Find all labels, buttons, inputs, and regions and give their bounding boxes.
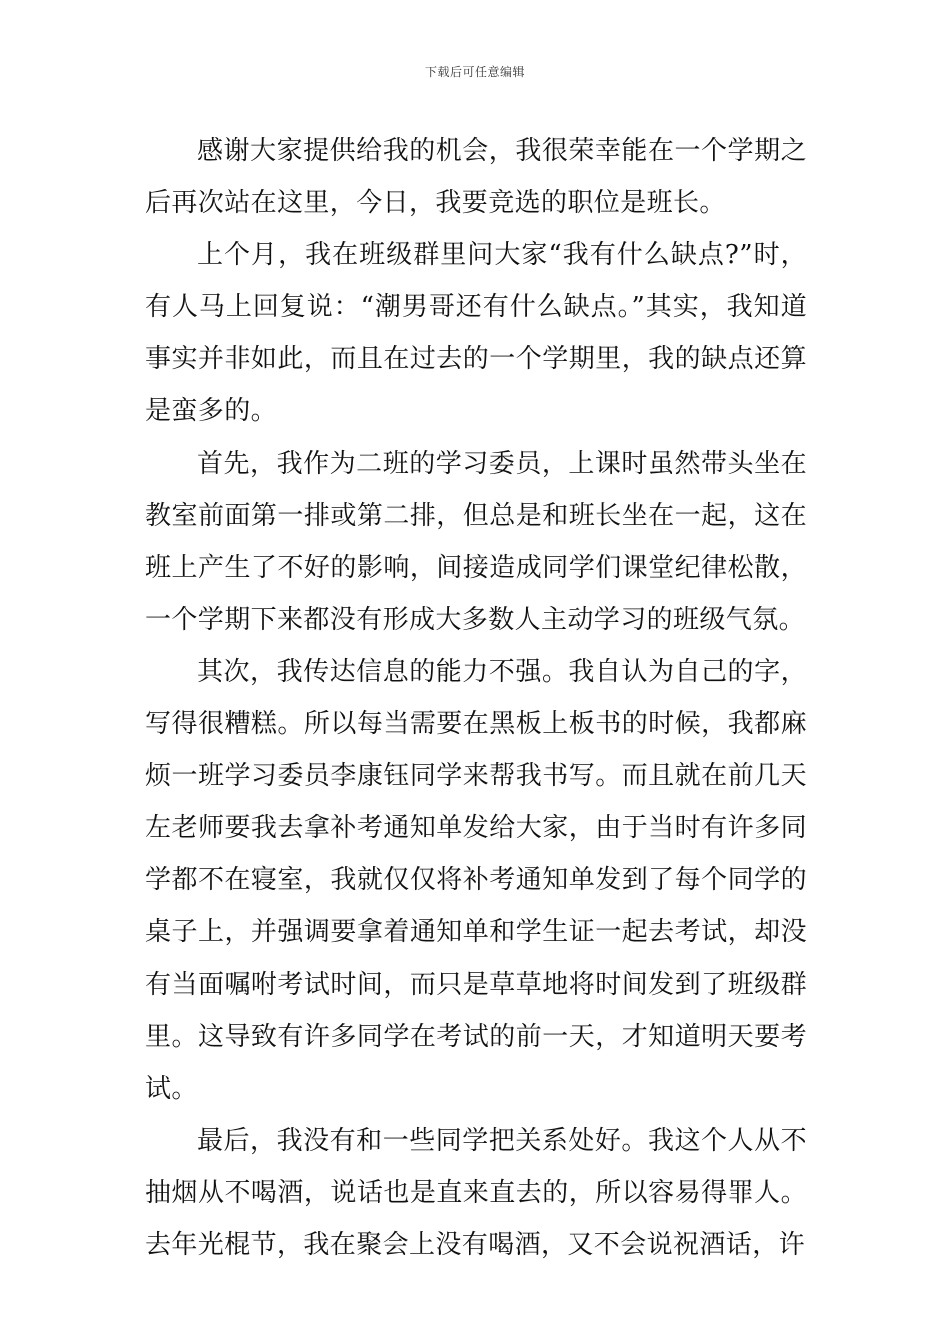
document-body: [145, 125, 807, 1271]
paragraph-second: 其次，我传达信息的能力不强。我自认为自己的字，写得很糟糕。所以每当需要在黑板上板书的时候，我都麻烦一班学习委员李康钰同学来帮我书写。而且就在前几天左老师要我去拿补考通知单发给大家，由于当时有许多同学都不在寝室，我就仅仅将补考通知单发到了每个同学的桌子上，并强调要拿着通知单和学生证一起去考试，却没有当面嘱咐考试时间，而只是草草地将时间发到了班级群里。这导致有许多同学在考试的前一天，才知道明天要考试。: [145, 656, 807, 1104]
paragraph-first: 首先，我作为二班的学习委员，上课时虽然带头坐在教室前面第一排或第二排，但总是和班长坐在一起，这在班上产生了不好的影响，间接造成同学们课堂纪律松散，一个学期下来都没有形成大多数人主动学习的班级气氛。: [145, 448, 807, 635]
paragraph-last-month: 上个月，我在班级群里问大家“我有什么缺点?”时，有人马上回复说：“潮男哥还有什么缺点。”其实，我知道事实并非如此，而且在过去的一个学期里，我的缺点还算是蛮多的。: [145, 240, 807, 427]
page-header-note: 下载后可任意编辑: [424, 65, 525, 79]
paragraph-finally: 最后，我没有和一些同学把关系处好。我这个人从不抽烟从不喝酒，说话也是直来直去的，所以容易得罪人。去年光棍节，我在聚会上没有喝酒，又不会说祝酒话，许: [145, 1125, 807, 1260]
paragraph-intro: 感谢大家提供给我的机会，我很荣幸能在一个学期之后再次站在这里，今日，我要竞选的职位是班长。: [145, 136, 807, 219]
